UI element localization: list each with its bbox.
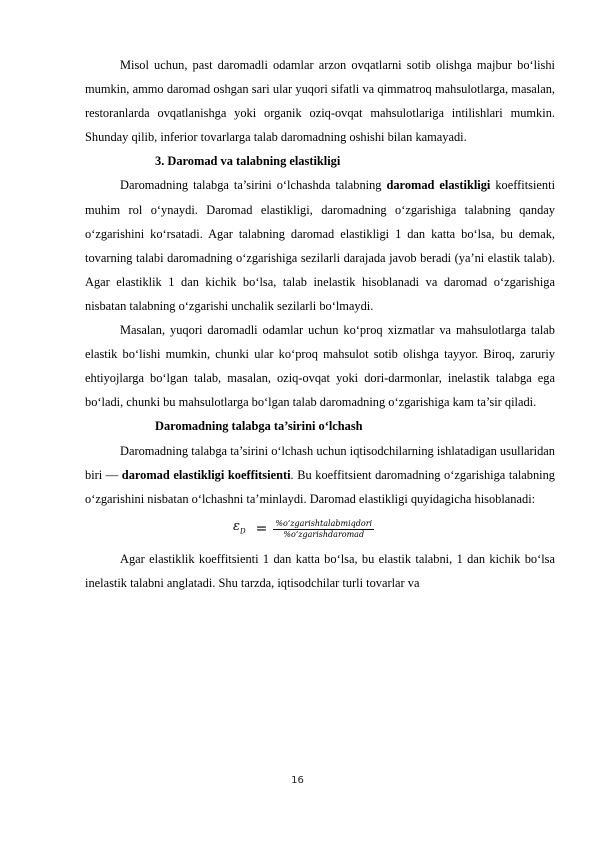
paragraph-elasticity-interpretation: Agar elastiklik koeffitsienti 1 dan katta bo‘lsa, bu elastik talabni, 1 dan kichik bo‘lsa inelastik talabni anglatadi. Shu tarzda, iqtisodchilar turli tovarlar va xyxy=(85,551,555,590)
bold-term-elasticity-coefficient: daromad elastikligi koeffitsienti xyxy=(121,467,291,482)
paragraph-income-elasticity-definition xyxy=(85,173,555,318)
paragraph-example-inferior-goods: Misol uchun, past daromadli odamlar arzon ovqatlarni sotib olishga majbur bo‘lishi mumkin, ammo daromad oshgan sari ular yuqori sifatli va qimmatroq mahsulotlarga, masalan, restoranlarda ovqatlanishga yoki organik oziq-ovqat mahsulotlariga intilishlari mumkin. Shunday qilib, inferior tovarlarga talab daromadning oshishi bilan kamayadi. xyxy=(85,58,555,145)
formula-subscript: D xyxy=(239,527,246,536)
section-heading-measuring-impact: Daromadning talabga ta’sirini o‘lchash xyxy=(155,419,363,434)
section-heading-income-elasticity: 3. Daromad va talabning elastikligi xyxy=(155,154,341,169)
formula-denominator: %o‘zgarishdaromad xyxy=(283,529,365,539)
formula-fraction xyxy=(273,519,374,540)
formula-epsilon: $\varepsilon_D$ xyxy=(233,518,246,536)
paragraph-example-elastic-demand: Masalan, yuqori daromadli odamlar uchun ko‘proq xizmatlar va mahsulotlarga talab elastik bo‘lishi mumkin, chunki ular ko‘proq mahsulot sotib olishga tayyor. Biroq, zaruriy ehtiyojlarga bo‘lgan talab, masalan, oziq-ovqat yoki dori-darmonlar, inelastik talabga ega bo‘ladi, chunki bu mahsulotlarga bo‘lgan talab daromadning o‘zgarishiga kam ta’sir qiladi. xyxy=(85,323,555,410)
elasticity-formula xyxy=(233,515,374,544)
paragraph-elasticity-coefficient xyxy=(85,439,555,511)
formula-equals: = xyxy=(255,521,268,538)
bold-term-income-elasticity: daromad elastikligi xyxy=(386,178,491,193)
paragraph-text: Daromadning talabga ta’sirini o‘lchashda talabning xyxy=(120,178,387,193)
formula-row xyxy=(85,511,555,547)
paragraph-text: koeffitsienti muhim rol o‘ynaydi. Daromad elastikligi, daromadning o‘zgarishiga talabning qanday o‘zgarishini ko‘rsatadi. Agar talabning daromad elastikligi 1 dan katta bo‘lsa, bu demak, tovarning talabi daromadning o‘zgarishiga sezilarli darajada javob beradi (ya’ni elastik talab). Agar elastiklik 1 dan kichik bo‘lsa, talab inelastik hisoblanadi va daromad o‘zgarishiga nisbatan talabning o‘zgarishi unchalik sezilarli bo‘lmaydi. xyxy=(85,178,556,313)
page-content xyxy=(85,53,555,595)
paragraph-text: Daromadning talabga ta’sirini o‘lchash uchun iqtisodchilarning ishlatadigan usullaridan biri — xyxy=(85,443,555,482)
paragraph-text: . Bu koeffitsient daromadning o‘zgarishiga talabning o‘zgarishini nisbatan o‘lchashni ta’minlaydi. Daromad elastikligi quyidagicha hisoblanadi: xyxy=(85,467,555,506)
page-number: 16 xyxy=(291,775,304,786)
formula-numerator: %o‘zgarishtalabmiqdori xyxy=(275,518,373,528)
